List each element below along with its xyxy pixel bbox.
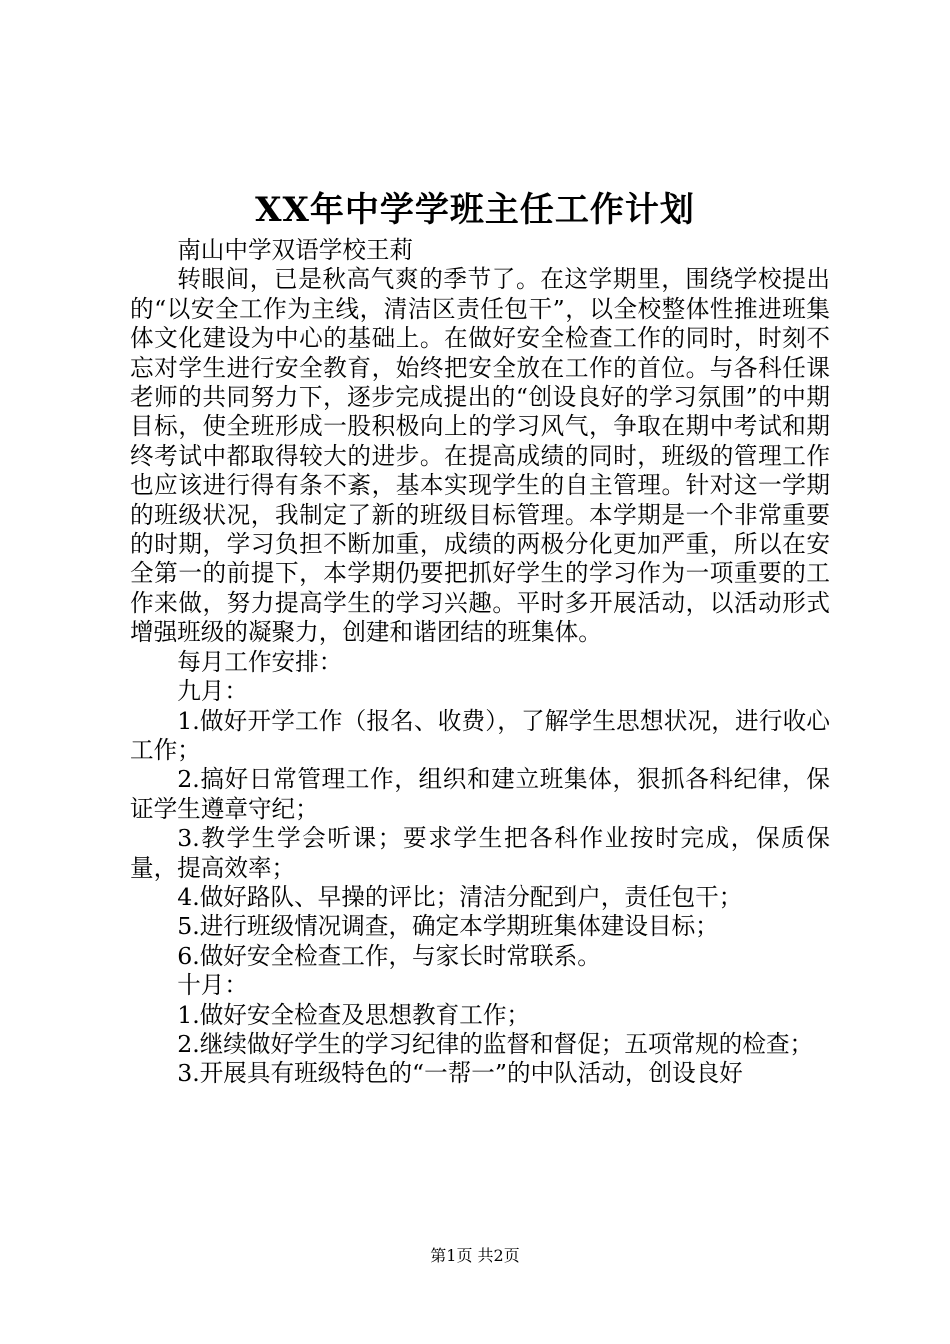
september-item-3: 3.教学生学会听课；要求学生把各科作业按时完成，保质保量，提高效率； bbox=[130, 824, 830, 882]
september-item-6: 6.做好安全检查工作，与家长时常联系。 bbox=[177, 941, 601, 970]
document-title: XX年中学学班主任工作计划 bbox=[255, 190, 695, 230]
september-item-5: 5.进行班级情况调查，确定本学期班集体建设目标； bbox=[177, 912, 719, 941]
intro-paragraph: 转眼间，已是秋高气爽的季节了。在这学期里，围绕学校提出的“以安全工作为主线，清洁区责任包干”，以全校整体性推进班集体文化建设为中心的基础上。在做好安全检查工作的同时，时刻不忘对学生进行安全教育，始终把安全放在工作的首位。与各科任课老师的共同努力下，逐步完成提出的“创设良好的学习氛围”的中期目标，使全班形成一股积极向上的学习风气，争取在期中考试和期终考试中都取得较大的进步。在提高成绩的同时，班级的管理工作也应该进行得有条不紊，基本实现学生的自主管理。针对这一学期的班级状况，我制定了新的班级目标管理。本学期是一个非常重要的时期，学习负担不断加重，成绩的两极分化更加严重，所以在安全第一的前提下，本学期仍要把抓好学生的学习作为一项重要的工作来做，努力提高学生的学习兴趣。平时多开展活动，以活动形式增强班级的凝聚力，创建和谐团结的班集体。 bbox=[130, 265, 830, 647]
document-body bbox=[130, 236, 830, 1089]
page-footer: 第1页 共2页 bbox=[430, 1246, 520, 1265]
october-item-2: 2.继续做好学生的学习纪律的监督和督促；五项常规的检查； bbox=[177, 1029, 814, 1058]
september-item-1: 1.做好开学工作（报名、收费），了解学生思想状况，进行收心工作； bbox=[130, 706, 830, 764]
october-item-3: 3.开展具有班级特色的“一帮一”的中队活动，创设良好 bbox=[177, 1059, 743, 1088]
author-line: 南山中学双语学校王莉 bbox=[177, 236, 414, 264]
monthly-schedule-heading: 每月工作安排： bbox=[177, 647, 343, 676]
september-heading: 九月： bbox=[177, 677, 248, 706]
october-item-1: 1.做好安全检查及思想教育工作； bbox=[177, 1000, 531, 1029]
september-item-2: 2.搞好日常管理工作，组织和建立班集体，狠抓各科纪律，保证学生遵章守纪； bbox=[130, 765, 830, 823]
october-heading: 十月： bbox=[177, 971, 248, 1000]
september-item-4: 4.做好路队、早操的评比；清洁分配到户，责任包干； bbox=[177, 882, 743, 911]
